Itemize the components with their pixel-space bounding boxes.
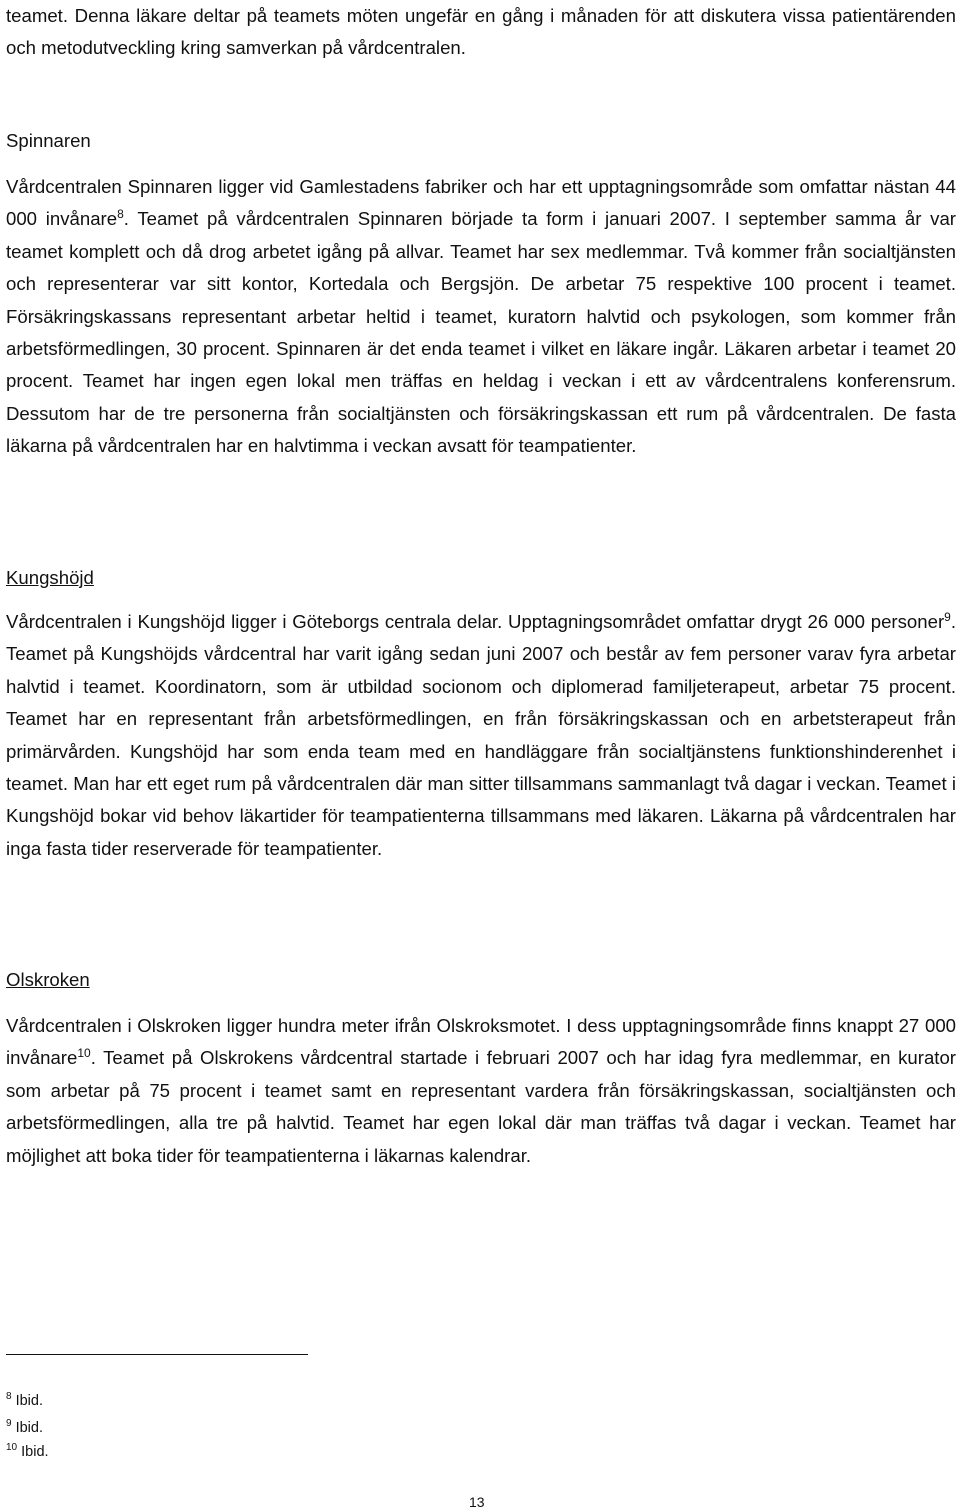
kungshojd-text-1: Vårdcentralen i Kungshöjd ligger i Göteborgs centrala delar. Upptagningsområdet omfattar drygt 26 000 personer	[6, 611, 945, 632]
footnote-number: 9	[6, 1418, 12, 1430]
paragraph-spinnaren	[6, 171, 956, 463]
footnote-text: Ibid.	[15, 1420, 44, 1436]
footnote-ref-10: 10	[77, 1046, 91, 1061]
heading-olskroken: Olskroken	[6, 969, 90, 990]
footnote-text: Ibid.	[21, 1444, 49, 1460]
olskroken-text-1: Vårdcentralen i Olskroken ligger hundra meter ifrån Olskroksmotet. I dess upptagningsområde finns knappt 27 000 invånare	[6, 1015, 956, 1069]
olskroken-text-2: . Teamet på Olskrokens vårdcentral startade i februari 2007 och har idag fyra medlemmar, en kurator som arbetar på 75 procent i teamet samt en representant vardera från försäkringskassan, socialtjänsten och arbetsförmedlingen, alla tre på halvtid. Teamet har egen lokal där man träffas två dagar i veckan. Teamet har möjlighet att boka tider för teampatienterna i läkarnas kalendrar.	[6, 1047, 956, 1166]
footnote-8	[6, 1392, 43, 1410]
page-number: 13	[469, 1494, 485, 1510]
footnote-text: Ibid.	[15, 1393, 44, 1409]
paragraph-olskroken	[6, 1010, 956, 1172]
footnote-ref-9: 9	[944, 609, 951, 624]
footnote-9	[6, 1419, 43, 1437]
kungshojd-text-2: . Teamet på Kungshöjds vårdcentral har varit igång sedan juni 2007 och består av fem personer varav fyra arbetar halvtid i teamet. Koordinatorn, som är utbildad socionom och diplomerad familjeterapeut, arbetar 75 procent. Teamet har en representant från arbetsförmedlingen, en från försäkringskassan och en arbetsterapeut från primärvården. Kungshöjd har som enda team med en handläggare från socialtjänstens funktionshinderenhet i teamet. Man har ett eget rum på vårdcentralen där man sitter tillsammans sammanlagt två dagar i veckan. Teamet i Kungshöjd bokar vid behov läkartider för teampatienterna tillsammans med läkaren. Läkarna på vårdcentralen har inga fasta tider reserverade för teampatienter.	[6, 611, 956, 859]
paragraph-kungshojd	[6, 606, 956, 865]
footnote-divider	[6, 1354, 308, 1355]
spinnaren-text-1: Vårdcentralen Spinnaren ligger vid Gamlestadens fabriker och har ett upptagningsområde som omfattar nästan 44 000 invånare	[6, 176, 956, 230]
spinnaren-text-2: . Teamet på vårdcentralen Spinnaren började ta form i januari 2007. I september samma år var teamet komplett och då drog arbetet igång på allvar. Teamet har sex medlemmar. Två kommer från socialtjänsten och representerar var sitt kontor, Kortedala och Bergsjön. De arbetar 75 respektive 100 procent i teamet. Försäkringskassans representant arbetar heltid i teamet, kuratorn halvtid och psykologen, som kommer från arbetsförmedlingen, 30 procent. Spinnaren är det enda teamet i vilket en läkare ingår. Läkaren arbetar i teamet 20 procent. Teamet har ingen egen lokal men träffas en heldag i veckan i ett av vårdcentralens konferensrum. Dessutom har de tre personerna från socialtjänsten och försäkringskassan ett rum på vårdcentralen. De fasta läkarna på vårdcentralen har en halvtimma i veckan avsatt för teampatienter.	[6, 208, 956, 457]
footnote-number: 10	[6, 1442, 18, 1454]
heading-spinnaren: Spinnaren	[6, 130, 91, 151]
footnote-ref-8: 8	[117, 207, 124, 222]
footnote-10	[6, 1443, 49, 1461]
intro-paragraph	[6, 0, 956, 65]
footnote-number: 8	[6, 1391, 12, 1403]
heading-kungshojd: Kungshöjd	[6, 567, 94, 588]
intro-text: teamet. Denna läkare deltar på teamets möten ungefär en gång i månaden för att diskutera vissa patientärenden och metodutveckling kring samverkan på vårdcentralen.	[6, 5, 956, 59]
